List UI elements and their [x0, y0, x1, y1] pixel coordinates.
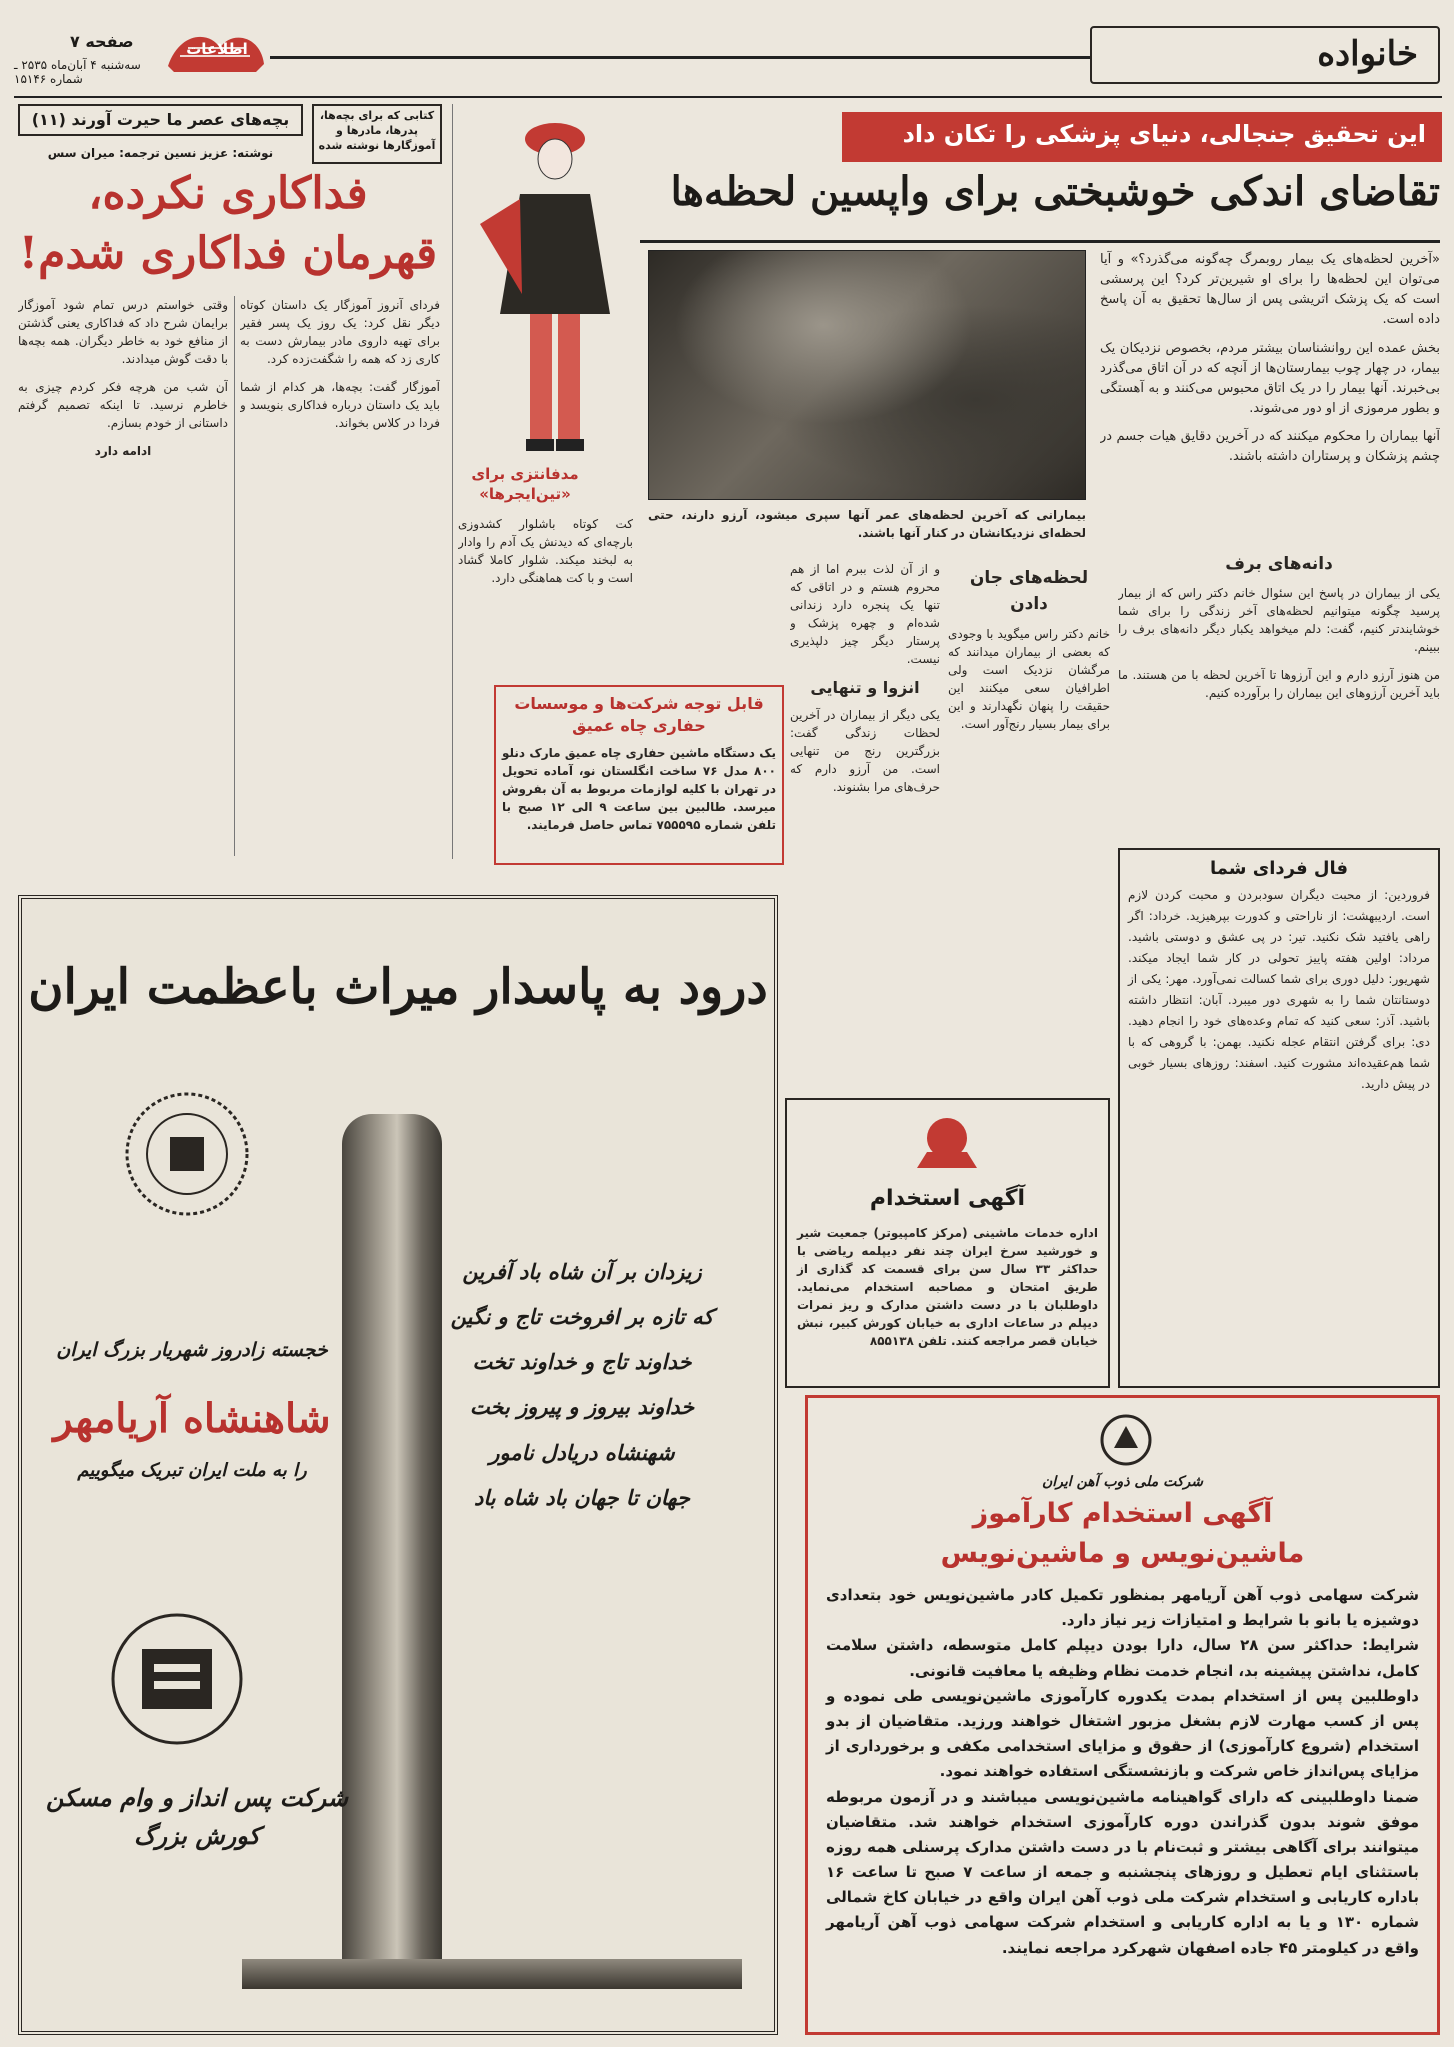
- poem-line-3: خداوند تاج و خداوند تخت: [472, 1349, 692, 1375]
- steel-p1: شرکت سهامی ذوب آهن آریامهر بمنظور تکمیل کادر ماشین‌نویس خود بتعدادی دوشیزه یا بانو با شرایط و امتیازات زیر نیاز دارد.: [826, 1586, 1419, 1630]
- lead-last-text: من هنوز آرزو دارم و این آرزوها تا آخرین لحظه با من هستند. ما باید آخرین آرزوهای این بیماران را برآورده کنیم.: [1118, 667, 1440, 700]
- date-line: سه‌شنبه ۴ آبان‌ماه ۲۵۳۵ ـ شماره ۱۵۱۴۶: [14, 58, 141, 86]
- well-notice-title: قابل توجه شرکت‌ها و موسسات حفاری چاه عمیق: [514, 694, 764, 736]
- steel-company: شرکت ملی ذوب آهن ایران: [1042, 1474, 1203, 1490]
- poem-line-2: که تازه بر افروخت تاج و نگین: [450, 1304, 714, 1330]
- lead-headline: تقاضای اندکی خوشبختی برای واپسین لحظه‌ها: [670, 168, 1440, 215]
- sub-seeds-heading: دانه‌های برف: [1225, 554, 1333, 574]
- series-title: بچه‌های عصر ما حیرت آورند (۱۱): [31, 110, 290, 129]
- sub-moments-heading: لحظه‌های جان دادن: [969, 568, 1089, 614]
- steel-title-2: ماشین‌نویس و ماشین‌نویس: [940, 1538, 1305, 1569]
- job-ad-small-body: اداره خدمات ماشینی (مرکز کامپیوتر) جمعیت شیر و خورشید سرخ ایران چند نفر دیپلمه ریاضی با حداکثر ۳۳ سال سن برای قسمت کد گذاری از طریق امتحان و مصاحبه استخدام می‌نماید. داوطلبان با در دست داشتن مدارک و ریز نمرات دیپلم در ساعات اداری به خیابان کورش کبیر، نبش خیابان قصر مراجعه کنند. تلفن ۸۵۵۱۳۸: [797, 1226, 1098, 1348]
- poem-line-1: زیزدان بر آن شاه باد آفرین: [462, 1259, 702, 1284]
- congrats-line-2: شاهنشاه آریامهر: [53, 1395, 331, 1442]
- heritage-ad: [18, 895, 778, 2035]
- kids-headline-1: فداکاری نکرده،: [88, 168, 368, 219]
- top-rule: [14, 96, 1442, 98]
- lead-kicker: این تحقیق جنجالی، دنیای پزشکی را تکان داد: [902, 120, 1426, 148]
- section-title: خانواده: [1317, 34, 1418, 74]
- steel-title-1: آگهی استخدام کارآموز: [972, 1498, 1273, 1529]
- fashion-text: کت کوتاه باشلوار کشدوزی بارچه‌ای که دیدنش یک آدم را وادار به لبخند میکند. شلوار کاملا گشاد است و با کت هماهنگی دارد.: [458, 517, 633, 585]
- congrats-block: [42, 1339, 342, 1481]
- horoscope-title: فال فردای شما: [1209, 858, 1349, 879]
- kids-continued: ادامه دارد: [94, 444, 152, 458]
- poem-line-5: شهنشاه دریادل نامور: [489, 1439, 675, 1465]
- lead-body-2: آنها بیماران را محکوم میکنند که در آخرین دقایق هیات جسم در چشم پزشکان و پرستاران داشته باشند.: [1100, 429, 1440, 465]
- kids-text-1: فردای آنروز آموزگار یک داستان کوتاه دیگر نقل کرد: یک روز یک پسر فقیر برای تهیه داروی مادر بیمارش دست به کاری زد که همه را شگفت‌زده کرد.: [240, 298, 440, 366]
- poem-line-6: جهان تا جهان باد شاه باد: [474, 1484, 690, 1510]
- steel-body: [826, 1583, 1419, 1961]
- series-box: [18, 104, 303, 136]
- lead-photo-caption: بیمارانی که آخرین لحظه‌های عمر آنها سپری میشود، آرزو دارند، حتی لحظه‌ای نزدیکانشان در کنار آنها باشند.: [648, 508, 1086, 540]
- horoscope-body: فروردین: از محبت دیگران سودبردن و محبت کردن لازم است. اردیبهشت: از ناراحتی و کدورت بپرهیزید. خرداد: اگر راهی یافتید شک نکنید. تیر: در پی عشق و دوستی باشید. مرداد: اولین هفته پاییز تحولی در کار شما ایجاد میکند. شهریور: دلیل دوری برای شما کسالت نمی‌آورد. مهر: یکی از دوستانتان شما را به شهری دور میبرد. آبان: انتظار داشته باشید. آذر: سعی کنید که تمام وعده‌های خود را انجام دهید. دی: برای گرفتن انتقام عجله نکنید. بهمن: با گروهی که با شما هم‌عقیده‌اند مشورت کنید. اسفند: روزهای بسیار خوبی در پیش دارید.: [1128, 888, 1430, 1091]
- poem-block: [442, 1249, 722, 1520]
- fashion-divider: [452, 104, 453, 859]
- fashion-caption: مدفانتزی برای «تین‌ایجرها»: [471, 465, 579, 503]
- sub-isolation-heading: انزوا و تنهایی: [810, 678, 920, 697]
- lead-col-isolation: [790, 560, 940, 1030]
- lead-kicker-band: [842, 112, 1442, 162]
- lead-rule: [640, 240, 1440, 243]
- kids-text-4: آن شب من هرچه فکر کردم چیزی به خاطرم نرسید. تا اینکه تصمیم گرفتم داستانی از خودم بسازم.: [18, 380, 228, 430]
- sub-seeds-text: یکی از بیماران در پاسخ این سئوال خانم دکتر راس که از بیمار پرسید چگونه میتوانیم لحظه‌های آخر زندگی را برای شما خوشایندتر کنیم، گفت: دلم میخواهد یکبار دیگر دانه‌های برف را ببینم.: [1118, 585, 1440, 654]
- lead-mid-text: و از آن لذت ببرم اما از هم محروم هستم و در اتاقی که تنها یک پنجره دارد زندانی شده‌ام و چهره پزشک و پرستار دیگر چیز دلپذیری نیست.: [790, 562, 940, 666]
- kids-text-col-right: [240, 296, 440, 858]
- lead-body-1: بخش عمده این روانشناسان بیشتر مردم، بخصوص نزدیکان یک بیمار، در چهار چوب بیمارستان‌ها از آنچه که در آن اتاق می‌گذرد بی‌خبرند. آنها بیمار را در یک اتاق محبوس می‌کنند و به آهستگی و بطور مرموزی از او دور می‌شوند.: [1100, 340, 1440, 416]
- steel-logo: [1098, 1412, 1154, 1468]
- masthead: [0, 0, 1454, 100]
- kids-headline-2: قهرمان فداکاری شدم!: [18, 228, 438, 279]
- sub-isolation-text: یکی دیگر از بیماران در آخرین لحظات زندگی گفت: بزرگترین رنج من تنهایی است. من آرزو دارم که حرف‌های مرا بشنوند.: [790, 708, 940, 794]
- sponsor-emblem-top: [122, 1089, 252, 1219]
- book-note-box: [312, 104, 442, 164]
- kids-byline: نوشته: عزیز نسین ترجمه: میران سس: [47, 146, 274, 160]
- fashion-figure: [460, 104, 640, 474]
- column-base: [242, 1959, 742, 1989]
- well-notice: [494, 685, 784, 865]
- kids-text-2: وقتی خواستم درس تمام شود آموزگار برایمان شرح داد که فداکاری یعنی گذشتن از منافع خود به خاطر دیگران. همه بچه‌ها با دقت گوش میدادند.: [18, 298, 228, 366]
- lion-sun-icon: [907, 1108, 987, 1178]
- sponsor-emblem-bottom: [102, 1609, 252, 1749]
- section-box: [1090, 26, 1440, 84]
- job-ad-small-title: آگهی استخدام: [869, 1186, 1026, 1211]
- poem-line-4: خداوند بیروز و پیروز بخت: [469, 1394, 695, 1420]
- logo: [160, 26, 270, 78]
- lead-photo: [648, 250, 1086, 500]
- book-note: کتابی که برای بچه‌ها، پدرها، مادرها و آموزگارها نوشته شده: [318, 109, 436, 152]
- kids-divider: [234, 296, 235, 856]
- steel-p4: ضمنا داوطلبینی که دارای گواهینامه ماشین‌نویسی میباشند و در آزمون مربوطه موفق شوند بدون گذراندن دوره کارآموزی استخدام خواهند شد. متقاضیان میتوانند برای آگاهی بیشتر و ثبت‌نام با در دست داشتن مدارک پرسنلی همه روزه باستثنای ایام تعطیل و روزهای پنجشنبه و جمعه از ساعت ۷ صبح تا ساعت ۱۶ باداره کاریابی و استخدام شرکت ملی ذوب آهن ایران واقع در خیابان کاخ شمالی شماره ۱۳۰ و یا به اداره کاریابی و استخدام شرکت سهامی ذوب آهن آریامهر واقع در کیلومتر ۴۵ جاده اصفهان شهرکرد مراجعه نمایند.: [826, 1787, 1419, 1957]
- steel-ad: [805, 1395, 1440, 2035]
- horoscope-box: [1118, 848, 1440, 1388]
- lead-col-moments: [948, 560, 1110, 1100]
- congrats-line-3: را به ملت ایران تبریک میگوییم: [77, 1460, 307, 1481]
- fashion-illustration: [460, 104, 640, 474]
- lead-intro: «آخرین لحظه‌های یک بیمار روبمرگ چه‌گونه می‌گذرد؟» و آیا می‌توان این لحظه‌ها را برای او شیرین‌تر کرد؟ این پرسشی است که یک پزشک اتریشی پس از سال‌ها تحقیق به آن پاسخ داده است.: [1100, 252, 1440, 328]
- kids-text-col-left: [18, 296, 228, 858]
- heritage-headline: درود به پاسدار میراث باعظمت ایران: [28, 959, 768, 1015]
- heritage-sponsor: شرکت پس انداز و وام مسکن کورش بزرگ: [45, 1784, 349, 1851]
- job-ad-small: [785, 1098, 1110, 1388]
- steel-p2: شرایط: حداکثر سن ۲۸ سال، دارا بودن دیپلم کامل متوسطه، داشتن سلامت کامل، نداشتن پیشینه بد، انجام خدمت نظام وظیفه یا معافیت قانونی.: [826, 1636, 1419, 1680]
- congrats-line-1: خجسته زادروز شهریار بزرگ ایران: [56, 1339, 328, 1361]
- masthead-rule: [270, 56, 1090, 59]
- lead-intro-col: [1100, 250, 1440, 500]
- logo-text: اطلاعات: [186, 40, 248, 58]
- steel-p3: داوطلبین پس از استخدام بمدت یکدوره کارآموزی ماشین‌نویسی طی نموده و پس از کسب مهارت لازم بشغل مزبور اشتغال خواهند ورزید. متقاضیان از بدو استخدام (شروع کارآموزی) از حقوق و مزایای استخدامی مکفی و برخورداری از مزایای پس‌انداز خاص شرکت و بازنشستگی استفاده خواهند نمود.: [826, 1686, 1419, 1781]
- sub-moments-text: خانم دکتر راس میگوید با وجودی که بعضی از بیماران میدانند که مرگشان نزدیک است ولی اطرافیان سعی میکنند این حقیقت را پنهان نگهدارند و این برای بیمار بسیار رنج‌آور است.: [948, 627, 1110, 731]
- well-notice-body: یک دستگاه ماشین حفاری چاه عمیق مارک دنلو ۸۰۰ مدل ۷۶ ساخت انگلستان نو، آماده تحویل در تهران با کلیه لوازمات مربوط به آن بفروش میرسد. طالبین بین ساعت ۹ الی ۱۲ صبح با تلفن شماره ۷۵۵۵۹۵ تماس حاصل فرمایند.: [502, 745, 776, 832]
- page-label: صفحه ۷: [70, 32, 134, 51]
- kids-text-3: آموزگار گفت: بچه‌ها، هر کدام از شما باید یک داستان درباره فداکاری بنویسد و فردا در کلاس بخواند.: [240, 380, 440, 430]
